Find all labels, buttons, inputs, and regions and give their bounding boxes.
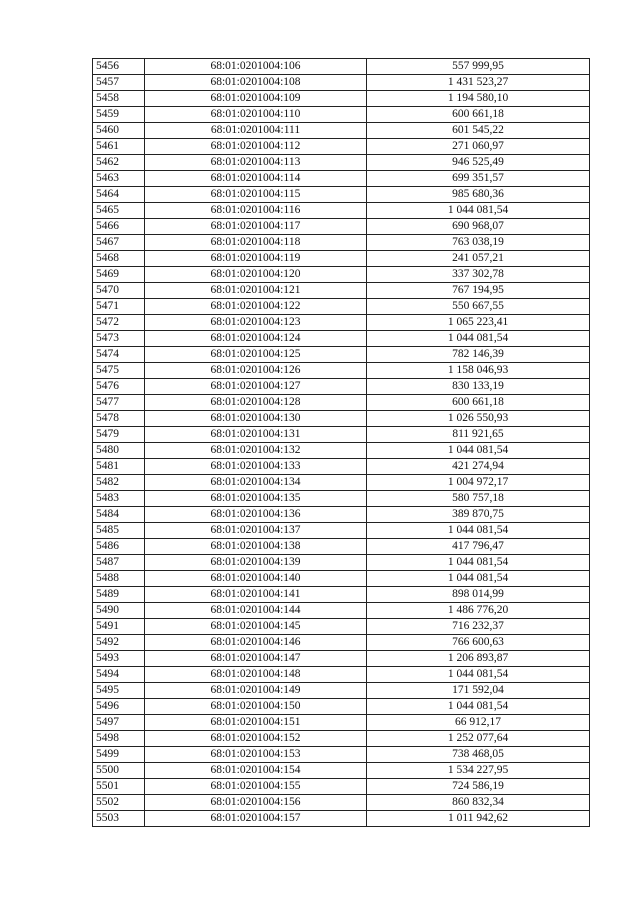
cadastral-number-cell: 68:01:0201004:133 bbox=[145, 459, 367, 475]
cadastral-value-cell: 699 351,57 bbox=[367, 171, 590, 187]
row-number-cell: 5479 bbox=[93, 427, 145, 443]
row-number-cell: 5456 bbox=[93, 59, 145, 75]
cadastral-number-cell: 68:01:0201004:154 bbox=[145, 763, 367, 779]
table-row bbox=[93, 475, 590, 491]
cadastral-value-cell: 66 912,17 bbox=[367, 715, 590, 731]
cadastral-value-cell: 1 486 776,20 bbox=[367, 603, 590, 619]
table-row bbox=[93, 667, 590, 683]
cadastral-number-cell: 68:01:0201004:113 bbox=[145, 155, 367, 171]
table-row bbox=[93, 155, 590, 171]
table-row bbox=[93, 443, 590, 459]
cadastral-value-cell: 1 044 081,54 bbox=[367, 203, 590, 219]
table-row bbox=[93, 539, 590, 555]
table-row bbox=[93, 491, 590, 507]
cadastral-value-cell: 1 044 081,54 bbox=[367, 443, 590, 459]
cadastral-value-cell: 1 534 227,95 bbox=[367, 763, 590, 779]
row-number-cell: 5473 bbox=[93, 331, 145, 347]
table-row bbox=[93, 571, 590, 587]
row-number-cell: 5483 bbox=[93, 491, 145, 507]
row-number-cell: 5463 bbox=[93, 171, 145, 187]
row-number-cell: 5494 bbox=[93, 667, 145, 683]
cadastral-value-cell: 782 146,39 bbox=[367, 347, 590, 363]
row-number-cell: 5482 bbox=[93, 475, 145, 491]
cadastral-number-cell: 68:01:0201004:119 bbox=[145, 251, 367, 267]
row-number-cell: 5472 bbox=[93, 315, 145, 331]
cadastral-value-cell: 600 661,18 bbox=[367, 395, 590, 411]
cadastral-value-cell: 389 870,75 bbox=[367, 507, 590, 523]
cadastral-number-cell: 68:01:0201004:150 bbox=[145, 699, 367, 715]
cadastral-value-cell: 1 011 942,62 bbox=[367, 811, 590, 827]
row-number-cell: 5466 bbox=[93, 219, 145, 235]
cadastral-value-cell: 738 468,05 bbox=[367, 747, 590, 763]
row-number-cell: 5492 bbox=[93, 635, 145, 651]
cadastral-number-cell: 68:01:0201004:148 bbox=[145, 667, 367, 683]
row-number-cell: 5480 bbox=[93, 443, 145, 459]
table-row bbox=[93, 411, 590, 427]
cadastral-value-cell: 1 044 081,54 bbox=[367, 667, 590, 683]
cadastral-number-cell: 68:01:0201004:106 bbox=[145, 59, 367, 75]
row-number-cell: 5476 bbox=[93, 379, 145, 395]
row-number-cell: 5478 bbox=[93, 411, 145, 427]
cadastral-number-cell: 68:01:0201004:131 bbox=[145, 427, 367, 443]
cadastral-number-cell: 68:01:0201004:120 bbox=[145, 267, 367, 283]
table-row bbox=[93, 651, 590, 667]
cadastral-value-cell: 811 921,65 bbox=[367, 427, 590, 443]
cadastral-number-cell: 68:01:0201004:144 bbox=[145, 603, 367, 619]
table-row bbox=[93, 203, 590, 219]
row-number-cell: 5460 bbox=[93, 123, 145, 139]
row-number-cell: 5486 bbox=[93, 539, 145, 555]
cadastral-number-cell: 68:01:0201004:146 bbox=[145, 635, 367, 651]
row-number-cell: 5461 bbox=[93, 139, 145, 155]
table-row bbox=[93, 363, 590, 379]
table-body bbox=[93, 59, 590, 827]
table-row bbox=[93, 763, 590, 779]
cadastral-number-cell: 68:01:0201004:123 bbox=[145, 315, 367, 331]
row-number-cell: 5502 bbox=[93, 795, 145, 811]
table-row bbox=[93, 139, 590, 155]
cadastral-value-cell: 1 044 081,54 bbox=[367, 555, 590, 571]
cadastral-value-cell: 1 206 893,87 bbox=[367, 651, 590, 667]
cadastral-number-cell: 68:01:0201004:137 bbox=[145, 523, 367, 539]
row-number-cell: 5459 bbox=[93, 107, 145, 123]
cadastral-number-cell: 68:01:0201004:128 bbox=[145, 395, 367, 411]
cadastral-value-cell: 830 133,19 bbox=[367, 379, 590, 395]
row-number-cell: 5465 bbox=[93, 203, 145, 219]
cadastral-value-cell: 1 044 081,54 bbox=[367, 523, 590, 539]
row-number-cell: 5487 bbox=[93, 555, 145, 571]
cadastral-number-cell: 68:01:0201004:138 bbox=[145, 539, 367, 555]
row-number-cell: 5503 bbox=[93, 811, 145, 827]
cadastral-value-cell: 417 796,47 bbox=[367, 539, 590, 555]
cadastral-value-cell: 724 586,19 bbox=[367, 779, 590, 795]
table-row bbox=[93, 507, 590, 523]
cadastral-value-cell: 766 600,63 bbox=[367, 635, 590, 651]
row-number-cell: 5464 bbox=[93, 187, 145, 203]
cadastral-number-cell: 68:01:0201004:109 bbox=[145, 91, 367, 107]
cadastral-number-cell: 68:01:0201004:118 bbox=[145, 235, 367, 251]
table-row bbox=[93, 811, 590, 827]
table-row bbox=[93, 315, 590, 331]
cadastral-number-cell: 68:01:0201004:122 bbox=[145, 299, 367, 315]
table-row bbox=[93, 699, 590, 715]
row-number-cell: 5470 bbox=[93, 283, 145, 299]
table-row bbox=[93, 395, 590, 411]
cadastral-value-cell: 241 057,21 bbox=[367, 251, 590, 267]
row-number-cell: 5484 bbox=[93, 507, 145, 523]
table-row bbox=[93, 635, 590, 651]
row-number-cell: 5458 bbox=[93, 91, 145, 107]
table-row bbox=[93, 555, 590, 571]
cadastral-value-cell: 767 194,95 bbox=[367, 283, 590, 299]
cadastral-value-cell: 171 592,04 bbox=[367, 683, 590, 699]
cadastral-value-cell: 860 832,34 bbox=[367, 795, 590, 811]
cadastral-value-cell: 898 014,99 bbox=[367, 587, 590, 603]
cadastral-value-cell: 716 232,37 bbox=[367, 619, 590, 635]
cadastral-value-cell: 1 158 046,93 bbox=[367, 363, 590, 379]
cadastral-number-cell: 68:01:0201004:156 bbox=[145, 795, 367, 811]
table-row bbox=[93, 59, 590, 75]
cadastral-number-cell: 68:01:0201004:124 bbox=[145, 331, 367, 347]
row-number-cell: 5489 bbox=[93, 587, 145, 603]
row-number-cell: 5491 bbox=[93, 619, 145, 635]
table-row bbox=[93, 235, 590, 251]
cadastral-number-cell: 68:01:0201004:110 bbox=[145, 107, 367, 123]
cadastral-number-cell: 68:01:0201004:134 bbox=[145, 475, 367, 491]
cadastral-number-cell: 68:01:0201004:139 bbox=[145, 555, 367, 571]
cadastral-number-cell: 68:01:0201004:126 bbox=[145, 363, 367, 379]
row-number-cell: 5500 bbox=[93, 763, 145, 779]
cadastral-value-cell: 557 999,95 bbox=[367, 59, 590, 75]
row-number-cell: 5495 bbox=[93, 683, 145, 699]
cadastral-number-cell: 68:01:0201004:152 bbox=[145, 731, 367, 747]
table-row bbox=[93, 523, 590, 539]
cadastral-number-cell: 68:01:0201004:153 bbox=[145, 747, 367, 763]
table-row bbox=[93, 795, 590, 811]
cadastral-number-cell: 68:01:0201004:151 bbox=[145, 715, 367, 731]
table-row bbox=[93, 587, 590, 603]
cadastral-number-cell: 68:01:0201004:132 bbox=[145, 443, 367, 459]
cadastral-number-cell: 68:01:0201004:155 bbox=[145, 779, 367, 795]
cadastral-number-cell: 68:01:0201004:130 bbox=[145, 411, 367, 427]
row-number-cell: 5485 bbox=[93, 523, 145, 539]
table-row bbox=[93, 347, 590, 363]
cadastral-value-table bbox=[92, 58, 590, 827]
cadastral-value-cell: 600 661,18 bbox=[367, 107, 590, 123]
cadastral-number-cell: 68:01:0201004:141 bbox=[145, 587, 367, 603]
cadastral-value-cell: 271 060,97 bbox=[367, 139, 590, 155]
cadastral-value-cell: 601 545,22 bbox=[367, 123, 590, 139]
cadastral-value-cell: 1 044 081,54 bbox=[367, 331, 590, 347]
table-row bbox=[93, 107, 590, 123]
table-row bbox=[93, 187, 590, 203]
cadastral-number-cell: 68:01:0201004:140 bbox=[145, 571, 367, 587]
row-number-cell: 5498 bbox=[93, 731, 145, 747]
cadastral-number-cell: 68:01:0201004:125 bbox=[145, 347, 367, 363]
row-number-cell: 5469 bbox=[93, 267, 145, 283]
table-row bbox=[93, 331, 590, 347]
table-row bbox=[93, 219, 590, 235]
table-row bbox=[93, 379, 590, 395]
cadastral-value-cell: 1 004 972,17 bbox=[367, 475, 590, 491]
table-row bbox=[93, 459, 590, 475]
cadastral-value-cell: 550 667,55 bbox=[367, 299, 590, 315]
cadastral-value-cell: 421 274,94 bbox=[367, 459, 590, 475]
cadastral-value-cell: 1 252 077,64 bbox=[367, 731, 590, 747]
cadastral-value-cell: 985 680,36 bbox=[367, 187, 590, 203]
cadastral-value-cell: 1 065 223,41 bbox=[367, 315, 590, 331]
row-number-cell: 5462 bbox=[93, 155, 145, 171]
cadastral-value-cell: 580 757,18 bbox=[367, 491, 590, 507]
cadastral-number-cell: 68:01:0201004:115 bbox=[145, 187, 367, 203]
table-row bbox=[93, 299, 590, 315]
row-number-cell: 5497 bbox=[93, 715, 145, 731]
cadastral-number-cell: 68:01:0201004:136 bbox=[145, 507, 367, 523]
cadastral-number-cell: 68:01:0201004:147 bbox=[145, 651, 367, 667]
table-row bbox=[93, 75, 590, 91]
table-row bbox=[93, 267, 590, 283]
row-number-cell: 5501 bbox=[93, 779, 145, 795]
cadastral-value-cell: 1 431 523,27 bbox=[367, 75, 590, 91]
cadastral-value-cell: 337 302,78 bbox=[367, 267, 590, 283]
cadastral-number-cell: 68:01:0201004:114 bbox=[145, 171, 367, 187]
table-row bbox=[93, 747, 590, 763]
cadastral-number-cell: 68:01:0201004:145 bbox=[145, 619, 367, 635]
cadastral-value-cell: 763 038,19 bbox=[367, 235, 590, 251]
table-row bbox=[93, 427, 590, 443]
table-row bbox=[93, 683, 590, 699]
table-row bbox=[93, 283, 590, 299]
cadastral-number-cell: 68:01:0201004:112 bbox=[145, 139, 367, 155]
table-row bbox=[93, 251, 590, 267]
table-row bbox=[93, 91, 590, 107]
row-number-cell: 5467 bbox=[93, 235, 145, 251]
table-row bbox=[93, 603, 590, 619]
cadastral-number-cell: 68:01:0201004:127 bbox=[145, 379, 367, 395]
cadastral-number-cell: 68:01:0201004:116 bbox=[145, 203, 367, 219]
cadastral-value-cell: 1 044 081,54 bbox=[367, 699, 590, 715]
row-number-cell: 5477 bbox=[93, 395, 145, 411]
cadastral-value-cell: 690 968,07 bbox=[367, 219, 590, 235]
cadastral-number-cell: 68:01:0201004:117 bbox=[145, 219, 367, 235]
table-row bbox=[93, 123, 590, 139]
row-number-cell: 5468 bbox=[93, 251, 145, 267]
row-number-cell: 5457 bbox=[93, 75, 145, 91]
cadastral-number-cell: 68:01:0201004:135 bbox=[145, 491, 367, 507]
row-number-cell: 5490 bbox=[93, 603, 145, 619]
row-number-cell: 5474 bbox=[93, 347, 145, 363]
table-row bbox=[93, 171, 590, 187]
row-number-cell: 5475 bbox=[93, 363, 145, 379]
cadastral-number-cell: 68:01:0201004:108 bbox=[145, 75, 367, 91]
cadastral-number-cell: 68:01:0201004:121 bbox=[145, 283, 367, 299]
cadastral-value-cell: 1 026 550,93 bbox=[367, 411, 590, 427]
table-row bbox=[93, 715, 590, 731]
cadastral-number-cell: 68:01:0201004:157 bbox=[145, 811, 367, 827]
cadastral-value-cell: 946 525,49 bbox=[367, 155, 590, 171]
table-row bbox=[93, 731, 590, 747]
cadastral-number-cell: 68:01:0201004:149 bbox=[145, 683, 367, 699]
cadastral-number-cell: 68:01:0201004:111 bbox=[145, 123, 367, 139]
row-number-cell: 5481 bbox=[93, 459, 145, 475]
table-row bbox=[93, 779, 590, 795]
row-number-cell: 5488 bbox=[93, 571, 145, 587]
table-row bbox=[93, 619, 590, 635]
row-number-cell: 5496 bbox=[93, 699, 145, 715]
row-number-cell: 5493 bbox=[93, 651, 145, 667]
row-number-cell: 5499 bbox=[93, 747, 145, 763]
row-number-cell: 5471 bbox=[93, 299, 145, 315]
cadastral-value-cell: 1 194 580,10 bbox=[367, 91, 590, 107]
cadastral-value-cell: 1 044 081,54 bbox=[367, 571, 590, 587]
